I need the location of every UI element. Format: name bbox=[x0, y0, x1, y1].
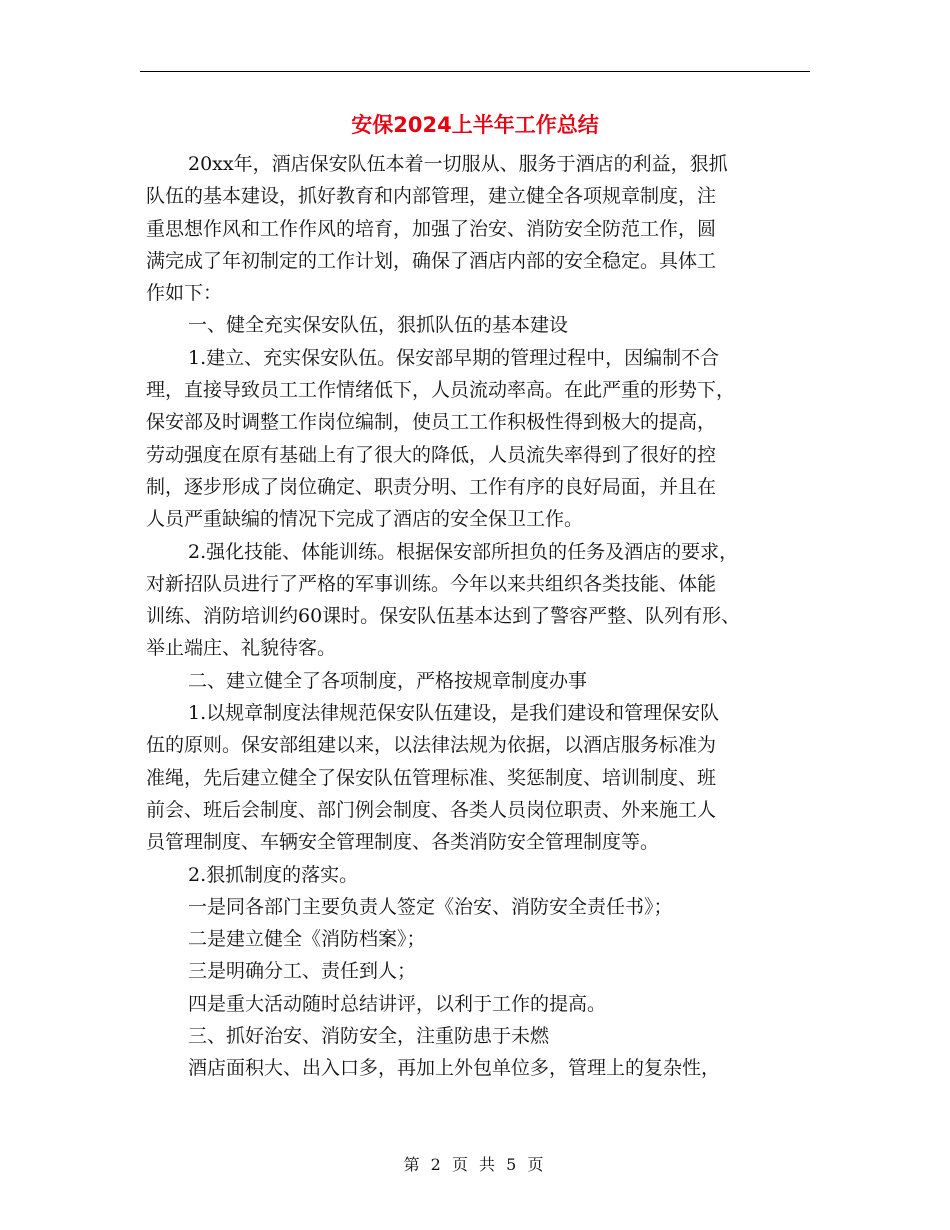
header-rule bbox=[140, 71, 810, 72]
text-line: 一是同各部门主要负责人签定《治安、消防安全责任书》； bbox=[188, 895, 673, 918]
text-line: 1.建立、充实保安队伍。保安部早期的管理过程中，因编制不合 bbox=[188, 346, 720, 369]
text-line: 2.强化技能、体能训练。根据保安部所担负的任务及酒店的要求， bbox=[188, 540, 739, 563]
document-title: 安保2024上半年工作总结 bbox=[351, 113, 599, 137]
page-number-footer: 第 2 页 共 5 页 bbox=[403, 1155, 547, 1174]
text-line: 20xx年，酒店保安队伍本着一切服从、服务于酒店的利益，狠抓 bbox=[188, 153, 728, 175]
text-line: 满完成了年初制定的工作计划，确保了酒店内部的安全稳定。具体工 bbox=[146, 249, 717, 272]
text-line: 三是明确分工、责任到人； bbox=[188, 960, 417, 983]
text-line: 举止端庄、礼貌待客。 bbox=[146, 637, 337, 660]
text-line: 劳动强度在原有基础上有了很大的降低，人员流失率得到了很好的控 bbox=[146, 443, 717, 466]
text-line: 员管理制度、车辆安全管理制度、各类消防安全管理制度等。 bbox=[146, 831, 660, 854]
text-line: 伍的原则。保安部组建以来，以法律法规为依据，以酒店服务标准为 bbox=[146, 734, 717, 757]
section-heading: 三、抓好治安、消防安全，注重防患于未燃 bbox=[188, 1025, 550, 1048]
text-line: 四是重大活动随时总结讲评，以利于工作的提高。 bbox=[188, 992, 607, 1015]
text-line: 二是建立健全《消防档案》； bbox=[188, 928, 426, 951]
text-line: 制，逐步形成了岗位确定、职责分明、工作有序的良好局面，并且在 bbox=[146, 475, 717, 498]
text-line: 2.狠抓制度的落实。 bbox=[188, 863, 359, 886]
text-line: 训练、消防培训约60课时。保安队伍基本达到了警容严整、队列有形、 bbox=[146, 605, 741, 628]
text-line: 准绳，先后建立健全了保安队伍管理标准、奖惩制度、培训制度、班 bbox=[146, 766, 717, 789]
text-line: 保安部及时调整工作岗位编制，使员工工作积极性得到极大的提高， bbox=[146, 411, 717, 434]
text-line: 重思想作风和工作作风的培育，加强了治安、消防安全防范工作，圆 bbox=[146, 217, 717, 240]
section-heading: 二、建立健全了各项制度，严格按规章制度办事 bbox=[188, 669, 588, 692]
text-line: 酒店面积大、出入口多，再加上外包单位多，管理上的复杂性， bbox=[188, 1057, 721, 1080]
text-line: 前会、班后会制度、部门例会制度、各类人员岗位职责、外来施工人 bbox=[146, 798, 717, 821]
text-line: 1.以规章制度法律规范保安队伍建设，是我们建设和管理保安队 bbox=[188, 702, 720, 725]
text-line: 理，直接导致员工工作情绪低下，人员流动率高。在此严重的形势下， bbox=[146, 379, 736, 402]
text-line: 作如下： bbox=[146, 282, 223, 305]
text-line: 队伍的基本建设，抓好教育和内部管理，建立健全各项规章制度，注 bbox=[146, 185, 717, 208]
section-heading: 一、健全充实保安队伍，狠抓队伍的基本建设 bbox=[188, 314, 569, 337]
text-line: 对新招队员进行了严格的军事训练。今年以来共组织各类技能、体能 bbox=[146, 572, 717, 595]
text-line: 人员严重缺编的情况下完成了酒店的安全保卫工作。 bbox=[146, 508, 584, 531]
document-body bbox=[146, 148, 826, 1085]
